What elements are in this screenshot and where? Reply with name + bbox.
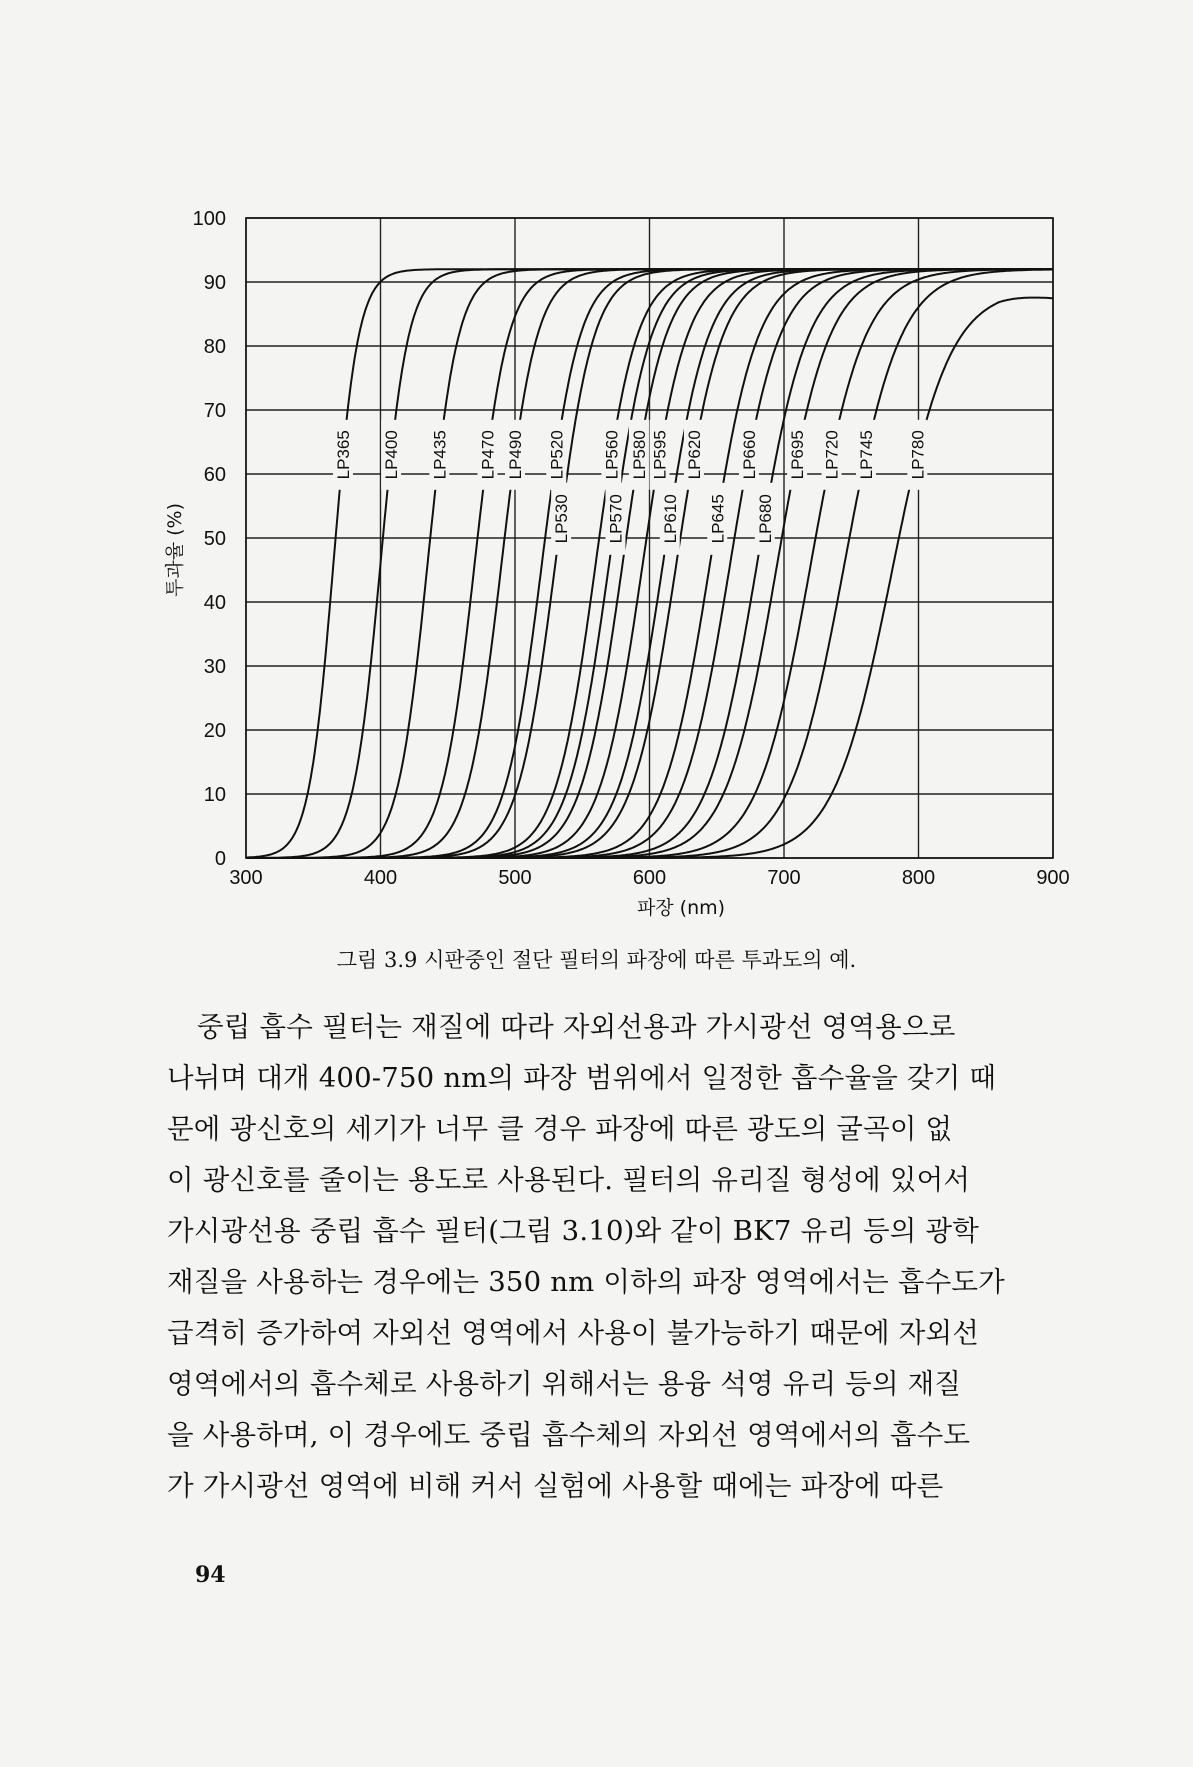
y-tick-label: 10 bbox=[203, 784, 226, 806]
body-line: 영역에서의 흡수체로 사용하기 위해서는 용융 석영 유리 등의 재질 bbox=[167, 1368, 962, 1400]
page-number: 94 bbox=[195, 1562, 226, 1588]
body-line: 을 사용하며, 이 경우에도 중립 흡수체의 자외선 영역에서의 흡수도 bbox=[167, 1419, 971, 1451]
body-line: 이 광신호를 줄이는 용도로 사용된다. 필터의 유리질 형성에 있어서 bbox=[167, 1164, 971, 1196]
body-line: 급격히 증가하여 자외선 영역에서 사용이 불가능하기 때문에 자외선 bbox=[167, 1317, 980, 1349]
y-axis-title: 투과율 (%) bbox=[164, 503, 186, 597]
filter-label-lp580: LP580 bbox=[629, 430, 649, 480]
x-tick-label: 500 bbox=[498, 867, 532, 889]
x-tick-label: 400 bbox=[363, 867, 398, 889]
filter-label-lp365: LP365 bbox=[334, 430, 353, 480]
y-tick-label: 100 bbox=[192, 208, 226, 230]
x-tick-label: 300 bbox=[229, 867, 263, 889]
body-line: 문에 광신호의 세기가 너무 클 경우 파장에 따른 광도의 굴곡이 없 bbox=[167, 1113, 953, 1145]
filter-label-lp680: LP680 bbox=[755, 494, 775, 544]
body-line: 가시광선용 중립 흡수 필터(그림 3.10)와 같이 BK7 유리 등의 광학 bbox=[167, 1215, 980, 1247]
x-axis-title: 파장 (nm) bbox=[636, 897, 726, 919]
chart-filter-labels bbox=[333, 420, 927, 555]
y-tick-label: 20 bbox=[203, 720, 226, 742]
figure-caption: 그림 3.9 시판중인 절단 필터의 파장에 따른 투과도의 예. bbox=[336, 948, 857, 972]
y-tick-label: 50 bbox=[203, 528, 226, 550]
y-tick-label: 30 bbox=[203, 656, 226, 678]
chart-grid bbox=[246, 218, 1053, 858]
body-paragraph bbox=[167, 1002, 1067, 1512]
body-line: 재질을 사용하는 경우에는 350 nm 이하의 파장 영역에서는 흡수도가 bbox=[167, 1266, 1005, 1298]
filter-label-lp660: LP660 bbox=[740, 430, 759, 480]
filter-label-lp520: LP520 bbox=[547, 430, 567, 480]
filter-label-lp400: LP400 bbox=[382, 430, 402, 480]
body-line: 중립 흡수 필터는 재질에 따라 자외선용과 가시광선 영역용으로 bbox=[197, 1011, 956, 1043]
y-tick-label: 70 bbox=[203, 400, 226, 422]
y-tick-label: 40 bbox=[203, 592, 226, 614]
filter-label-lp570: LP570 bbox=[606, 494, 626, 544]
filter-label-lp720: LP720 bbox=[822, 430, 842, 480]
x-tick-label: 900 bbox=[1036, 867, 1070, 889]
filter-label-lp470: LP470 bbox=[478, 430, 498, 480]
y-tick-label: 0 bbox=[214, 848, 226, 870]
filter-label-lp560: LP560 bbox=[602, 430, 622, 480]
body-line: 가 가시광선 영역에 비해 커서 실험에 사용할 때에는 파장에 따른 bbox=[167, 1470, 944, 1502]
y-tick-label: 60 bbox=[203, 464, 226, 486]
filter-label-lp610: LP610 bbox=[660, 494, 680, 544]
y-tick-label: 80 bbox=[203, 336, 226, 358]
filter-label-lp620: LP620 bbox=[684, 430, 704, 480]
filter-label-lp780: LP780 bbox=[908, 430, 928, 480]
filter-label-lp530: LP530 bbox=[552, 494, 572, 544]
filter-label-lp595: LP595 bbox=[650, 430, 670, 480]
y-tick-label: 90 bbox=[203, 272, 226, 294]
x-tick-label: 800 bbox=[901, 867, 936, 889]
filter-label-lp645: LP645 bbox=[708, 494, 728, 544]
x-tick-label: 600 bbox=[632, 867, 667, 889]
x-tick-label: 700 bbox=[767, 867, 801, 889]
filter-label-lp695: LP695 bbox=[788, 430, 808, 480]
body-line: 나뉘며 대개 400-750 nm의 파장 범위에서 일정한 흡수율을 갖기 때 bbox=[167, 1062, 997, 1094]
filter-label-lp490: LP490 bbox=[506, 430, 525, 480]
filter-label-lp435: LP435 bbox=[430, 430, 450, 480]
filter-label-lp745: LP745 bbox=[857, 430, 876, 480]
